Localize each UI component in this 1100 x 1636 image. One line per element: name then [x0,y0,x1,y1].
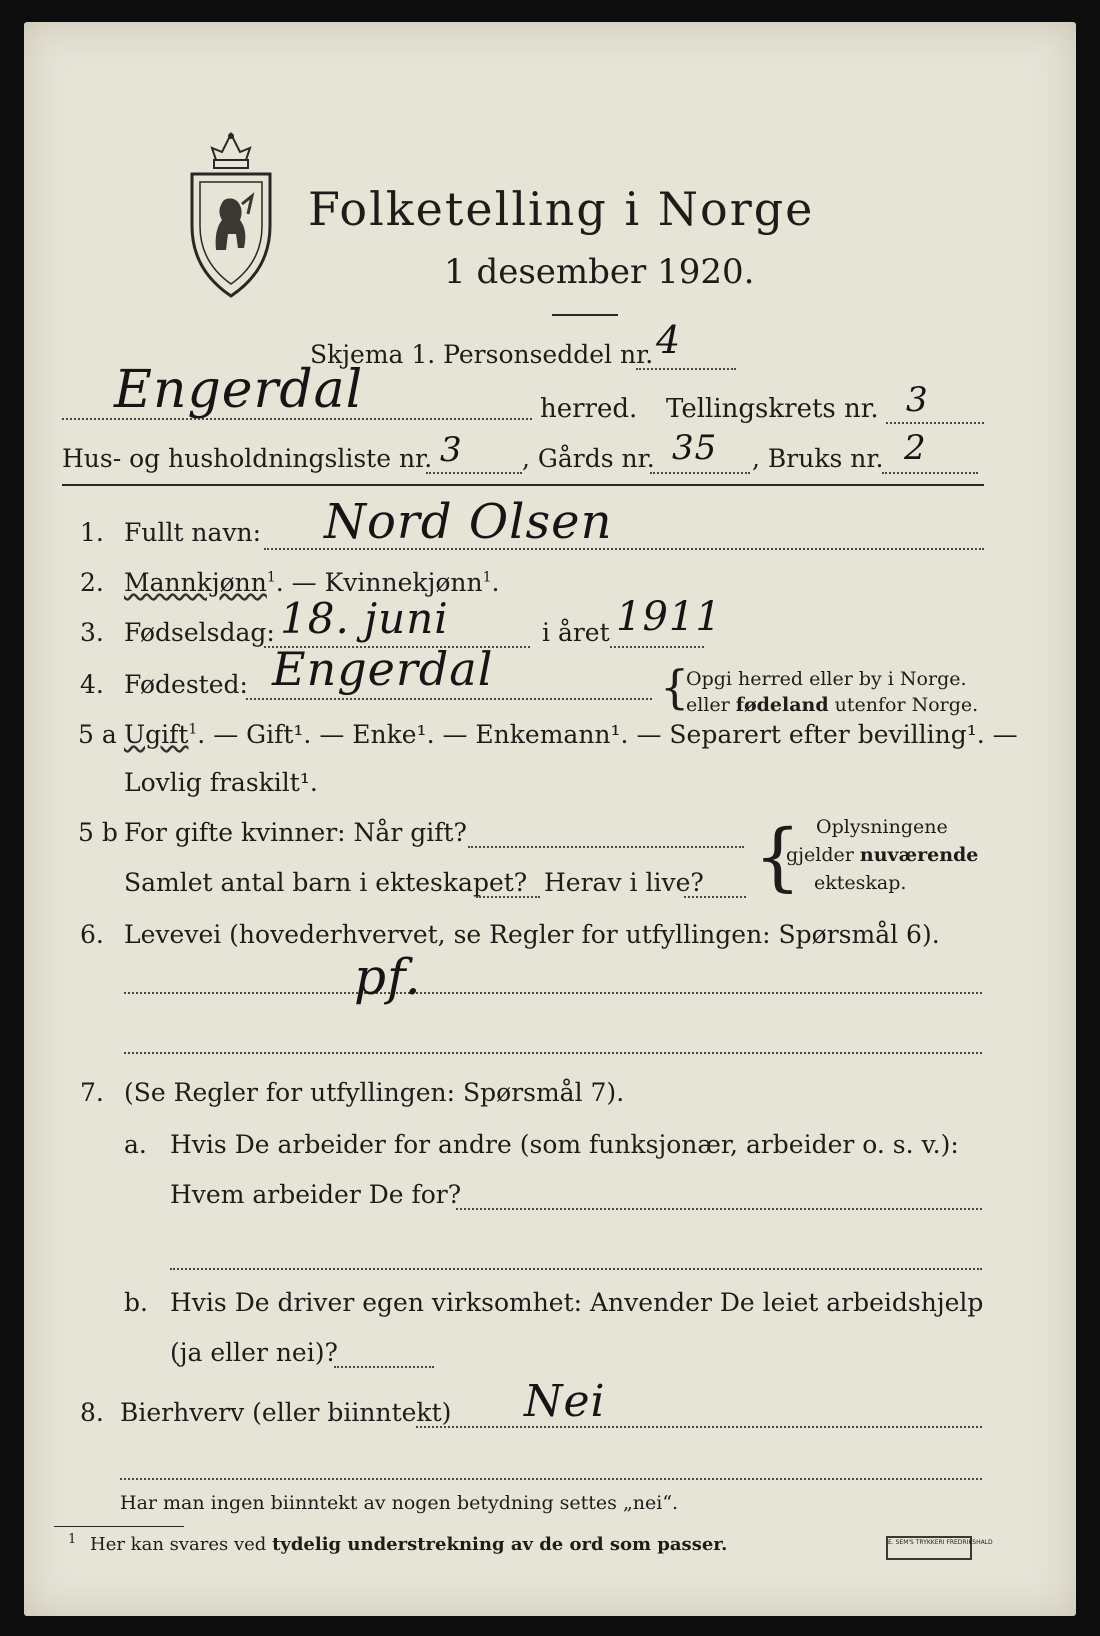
q6-label: Levevei (hovederhvervet, se Regler for utfyllingen: Spørsmål 6). [124,920,940,949]
q2-footnote-mark-1: 1 [266,569,276,586]
q7a-answer-line1 [456,1208,982,1210]
footnote-text-b: tydelig understrekning av de ord som passer. [272,1534,728,1555]
tellingskrets-line [886,422,984,424]
q2-footnote-mark-2: 1 [482,569,492,586]
q4-line [246,698,652,700]
q1-number: 1. [80,518,104,547]
q8-number: 8. [80,1398,104,1427]
census-form [24,22,1076,1616]
q5b-note3: ekteskap. [814,872,907,894]
bruks-label: , Bruks nr. [752,444,884,473]
q4-note2-c: utenfor Norge. [828,694,979,716]
q6-line2 [124,1052,982,1054]
q8-note: Har man ingen biinntekt av nogen betydning settes „nei“. [120,1492,679,1514]
q2-sex-options [124,568,499,597]
birthplace-value[interactable]: Engerdal [272,642,494,696]
herred-label: herred. [540,394,638,424]
q6-line1 [124,992,982,994]
q3-year-label: i året [542,618,610,647]
q4-note2-a: eller [686,694,736,716]
q7-number: 7. [80,1078,104,1107]
birthday-value[interactable]: 18. juni [280,594,449,643]
q5a-footnote-mark: 1 [188,721,198,738]
gards-label: , Gårds nr. [522,444,655,473]
q5a-number: 5 a [78,720,117,749]
q7b-answer-line [334,1366,434,1368]
footnote-mark: 1 [68,1532,77,1547]
q5b-note2-b: nuværende [859,844,979,866]
norway-coat-of-arms-icon [186,130,276,300]
footnote-rule [54,1526,184,1527]
q5b-brace: { [754,814,802,900]
q5b-label2: Samlet antal barn i ekteskapet? [124,868,528,897]
q7a-line2: Hvem arbeider De for? [170,1180,462,1209]
q1-label: Fullt navn: [124,518,262,547]
header-separator [62,484,984,486]
q5b-married-line [468,846,744,848]
q5b-note2 [786,844,978,866]
form-title: Folketelling i Norge [308,182,815,236]
q5a-options [124,720,1018,749]
q5b-children-line [476,896,540,898]
q8-line1 [416,1426,982,1428]
sex-male-option[interactable]: Mannkjønn [124,568,267,597]
census-date: 1 desember 1920. [444,252,755,292]
printer-stamp: E. SEM'S TRYKKERI FREDRIKSHALD [886,1536,972,1560]
full-name-value[interactable]: Nord Olsen [324,494,613,550]
q4-note-line2 [686,694,978,716]
q4-note2-b: fødeland [735,694,829,716]
gards-value[interactable]: 35 [672,428,718,468]
q5b-note1: Oplysningene [816,816,948,838]
side-income-value[interactable]: Nei [524,1376,606,1427]
q8-line2 [120,1478,982,1480]
occupation-value[interactable]: pf. [354,948,422,1006]
q6-number: 6. [80,920,104,949]
schema-label: Skjema 1. Personseddel nr. [310,340,654,369]
q7a-line1: Hvis De arbeider for andre (som funksjonær, arbeider o. s. v.): [170,1130,959,1159]
bruks-value[interactable]: 2 [904,428,927,468]
q3-year-line [610,646,704,648]
q4-brace: { [660,660,690,714]
q8-label: Bierhverv (eller biinntekt) [120,1398,452,1427]
title-divider [552,314,618,316]
q5a-other-options[interactable]: . — Gift¹. — Enke¹. — Enkemann¹. — Separert efter bevilling¹. — [197,720,1018,749]
q5b-number: 5 b [78,818,118,847]
birth-year-value[interactable]: 1911 [616,594,722,640]
marital-ugift-option[interactable]: Ugift [124,720,189,749]
tellingskrets-label: Tellingskrets nr. [666,394,879,424]
q2-separator: . — [275,568,325,597]
bruks-line [882,472,978,474]
tellingskrets-value[interactable]: 3 [906,380,929,420]
q4-label: Fødested: [124,670,248,699]
footnote-text-a: Her kan svares ved [90,1534,273,1555]
q7b-number: b. [124,1288,148,1317]
q5a-line2[interactable]: Lovlig fraskilt¹. [124,768,318,797]
herred-line [62,418,532,420]
q7a-number: a. [124,1130,147,1159]
q5b-label3: Herav i live? [544,868,704,897]
q5b-note2-a: gjelder [786,844,860,866]
q7-label: (Se Regler for utfyllingen: Spørsmål 7). [124,1078,625,1107]
q3-number: 3. [80,618,104,647]
q7b-line2: (ja eller nei)? [170,1338,338,1367]
sex-female-option[interactable]: Kvinnekjønn [324,568,483,597]
hus-label: Hus- og husholdningsliste nr. [62,444,433,473]
q7a-answer-line2 [170,1268,982,1270]
personseddel-line [636,368,736,370]
q2-number: 2. [80,568,104,597]
gards-line [650,472,750,474]
q7b-line1: Hvis De driver egen virksomhet: Anvender De leiet arbeidshjelp [170,1288,984,1317]
hus-line [426,472,522,474]
q5b-alive-line [684,896,746,898]
q5b-label1: For gifte kvinner: Når gift? [124,818,467,847]
q3-label: Fødselsdag: [124,618,275,647]
hus-value[interactable]: 3 [440,430,463,470]
footnote-text [90,1534,727,1555]
q4-number: 4. [80,670,104,699]
personseddel-value[interactable]: 4 [656,318,682,362]
herred-value[interactable]: Engerdal [114,360,364,420]
q4-note-line1: Opgi herred eller by i Norge. [686,668,967,690]
q2-end: . [491,568,500,597]
